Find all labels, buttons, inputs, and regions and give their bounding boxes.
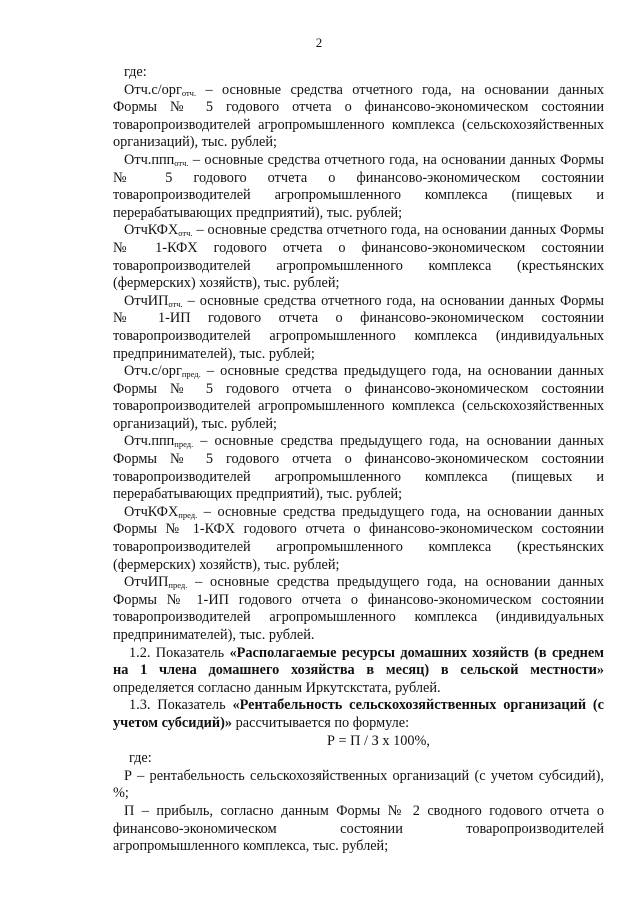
term-text-line: – основные средства предыдущего года, на основании	[206, 363, 553, 380]
term-subscript: пред.	[168, 580, 188, 591]
definition-item	[113, 504, 604, 574]
term-name: ОтчИП	[124, 292, 169, 309]
term-text-line: – основные средства предыдущего года, на основании данных	[195, 574, 604, 591]
term-text-line: перерабатывающих предприятий), тыс. рублей;	[113, 486, 403, 503]
term-text-line: товаропроизводителей агропромышленного комплекса (пищевых и	[113, 187, 604, 204]
term-text-line: товаропроизводителей агропромышленного комплекса (индивидуальных	[113, 327, 604, 344]
term-text-line: организаций), тыс. рублей;	[113, 134, 277, 151]
section-1-3	[113, 697, 604, 732]
definition-r: Р – рентабельность сельскохозяйственных организаций (с учетом субсидий), %;	[113, 767, 604, 802]
term-subscript: пред.	[178, 509, 198, 520]
section-1-3-title-part2: (с учетом субсидий)»	[113, 697, 604, 731]
term-text-line: – основные средства отчетного года, на основании данных	[187, 292, 556, 309]
term-text-line: Формы № 5 годового отчета о финансово-экономическом состоянии	[113, 451, 604, 468]
term-text-line: (крестьянских (фермерских) хозяйств), тыс. рублей;	[113, 539, 604, 573]
section-1-3-title-part1: «Рентабельность сельскохозяйственных организаций	[232, 697, 587, 714]
section-1-2-rest: определяется согласно данным Иркутскстата, рублей.	[113, 679, 441, 696]
document-body	[113, 64, 604, 856]
term-text-line: товаропроизводителей агропромышленного комплекса (крестьянских	[113, 257, 604, 274]
term-text-line: данных Формы № 1-КФХ годового отчета о финансово-экономическом	[113, 503, 605, 538]
definition-item	[113, 222, 604, 292]
term-name: ОтчКФХ	[124, 222, 179, 239]
section-1-2-title-part1: «Располагаемые ресурсы домашних хозяйств (в	[229, 644, 547, 661]
definition-item	[113, 293, 604, 363]
section-1-3-prefix: 1.3. Показатель	[129, 697, 226, 714]
section-1-2	[113, 645, 604, 698]
formula: Р = П / З х 100%,	[327, 732, 430, 749]
where-label-2: где:	[129, 750, 152, 767]
term-text-line: перерабатывающих предприятий), тыс. рублей;	[113, 204, 403, 221]
term-text-line: данных Формы № 5 годового отчета о финансово-экономическом состоянии	[113, 363, 604, 397]
definition-item	[113, 574, 604, 644]
term-text-line: товаропроизводителей агропромышленного комплекса (индивидуальных	[113, 609, 604, 626]
term-name: Отч.с/орг	[124, 363, 182, 380]
definition-p: П – прибыль, согласно данным Формы № 2 сводного годового отчета о финансово-экономическом состоянии товаропроизводителей агропромышленного комплекса, тыс. рублей;	[113, 802, 604, 855]
term-text-line: предпринимателей), тыс. рублей;	[113, 345, 315, 362]
term-text-line: состоянии товаропроизводителей агропромышленного комплекса	[113, 521, 604, 556]
term-subscript: отч.	[174, 157, 189, 168]
term-name: Отч.с/орг	[124, 81, 182, 98]
term-text-line: организаций), тыс. рублей;	[113, 415, 277, 432]
definition-item	[113, 152, 604, 222]
term-subscript: отч.	[168, 298, 183, 309]
term-text-line: предпринимателей), тыс. рублей.	[113, 627, 315, 643]
term-name: ОтчИП	[124, 574, 169, 591]
term-text-line: (фермерских) хозяйств), тыс. рублей;	[113, 275, 340, 292]
term-text-line: – основные средства предыдущего года, на основании	[203, 503, 552, 520]
term-text-line: товаропроизводителей агропромышленного комплекса (пищевых и	[113, 468, 604, 485]
definition-item	[113, 433, 604, 503]
term-text-line: – основные средства отчетного года, на основании данных	[192, 151, 556, 168]
definition-list	[113, 82, 604, 645]
section-1-3-rest: рассчитывается по формуле:	[235, 714, 410, 731]
term-name: Отч.ппп	[124, 151, 175, 168]
term-text-line: Формы № 5 годового отчета о финансово-экономическом состоянии	[113, 99, 604, 116]
term-text-line: – основные средства предыдущего года, на основании данных	[200, 433, 604, 450]
term-name: ОтчКФХ	[124, 503, 179, 520]
term-text-line: Формы № 1-КФХ годового отчета о финансово-экономическом состоянии	[113, 222, 605, 256]
term-text-line: – основные средства отчетного года, на основании данных	[205, 81, 604, 98]
page-number: 2	[315, 35, 323, 50]
term-subscript: отч.	[181, 87, 197, 98]
definition-item	[113, 363, 604, 433]
term-text-line: товаропроизводителей агропромышленного комплекса (сельскохозяйственных	[113, 116, 604, 133]
term-name: Отч.ппп	[124, 433, 175, 450]
term-text-line: – основные средства отчетного года, на основании данных	[196, 222, 557, 239]
term-text-line: товаропроизводителей агропромышленного комплекса (сельскохозяйственных	[113, 398, 604, 415]
definition-item	[113, 82, 604, 152]
where-label: где:	[124, 64, 147, 80]
term-subscript: пред.	[181, 369, 201, 380]
term-text-line: Формы № 1-ИП годового отчета о финансово-экономическом состоянии	[113, 591, 604, 608]
section-1-2-title-part2: среднем на 1 члена домашнего хозяйства в месяц) в сельской местности»	[113, 644, 604, 679]
term-subscript: отч.	[178, 228, 193, 239]
section-1-2-prefix: 1.2. Показатель	[129, 644, 225, 661]
term-text-line: Формы № 5 годового отчета о финансово-экономическом состоянии	[113, 151, 605, 186]
term-text-line: Формы № 1-ИП годового отчета о финансово-экономическом состоянии	[113, 292, 605, 327]
term-subscript: пред.	[174, 439, 194, 450]
